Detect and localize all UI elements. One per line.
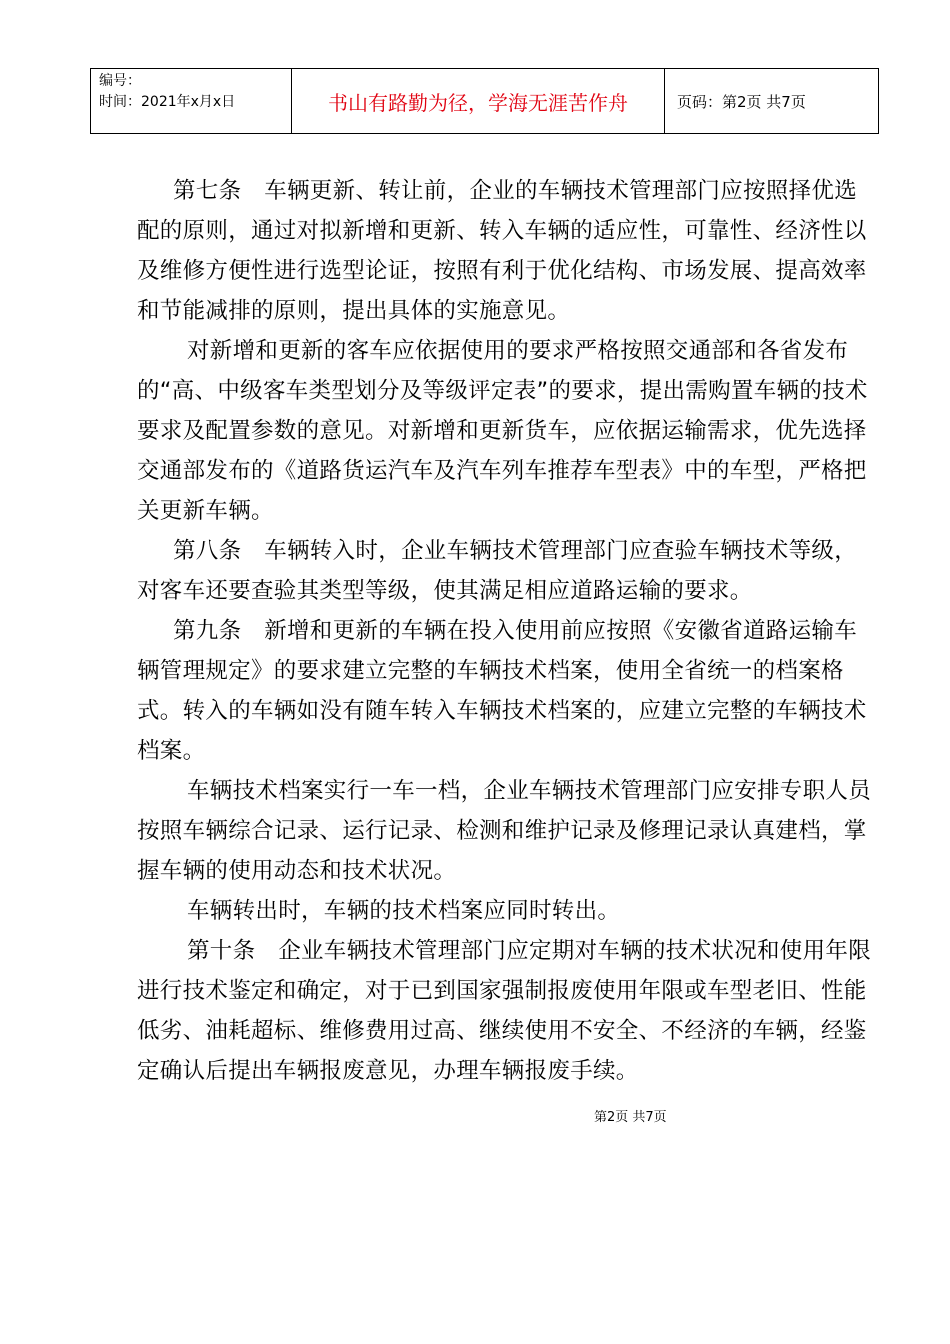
header-meta-cell — [91, 69, 292, 133]
paragraph-new-vehicles: 对新增和更新的客车应依据使用的要求严格按照交通部和各省发布的“高、中级客车类型划分及等级评定表”的要求，提出需购置车辆的技术要求及配置参数的意见。对新增和更新货车，应依据运输需求，优先选择交通部发布的《道路货运汽车及汽车列车推荐车型表》中的车型，严格把关更新车辆。 — [137, 338, 868, 524]
paragraph-transfer-archive: 车辆转出时，车辆的技术档案应同时转出。 — [187, 898, 621, 924]
paragraph-article-9: 第九条 新增和更新的车辆在投入使用前应按照《安徽省道路运输车辆管理规定》的要求建立完整的车辆技术档案，使用全省统一的档案格式。转入的车辆如没有随车转入车辆技术档案的，应建立完整的车辆技术档案。 — [137, 618, 867, 764]
paragraph-archive-policy: 车辆技术档案实行一车一档，企业车辆技术管理部门应安排专职人员按照车辆综合记录、运行记录、检测和维护记录及修理记录认真建档，掌握车辆的使用动态和技术状况。 — [137, 778, 872, 884]
page-number-label: 页码：第2页 共7页 — [677, 92, 806, 111]
header-motto-cell — [292, 69, 665, 133]
paragraph-article-7: 第七条 车辆更新、转让前，企业的车辆技术管理部门应按照择优选配的原则，通过对拟新增和更新、转入车辆的适应性，可靠性、经济性以及维修方便性进行选型论证，按照有利于优化结构、市场发展、提高效率和节能减排的原则，提出具体的实施意见。 — [137, 178, 867, 324]
header-page-cell — [665, 69, 878, 133]
footer-page-indicator: 第2页 共7页 — [594, 1110, 667, 1125]
document-time-label: 时间：2021年x月x日 — [99, 94, 236, 110]
document-body — [137, 171, 877, 1091]
document-number-label: 编号： — [99, 73, 141, 89]
paragraph-article-8: 第八条 车辆转入时，企业车辆技术管理部门应查验车辆技术等级，对客车还要查验其类型等级，使其满足相应道路运输的要求。 — [137, 538, 858, 604]
paragraph-article-10: 第十条 企业车辆技术管理部门应定期对车辆的技术状况和使用年限进行技术鉴定和确定，对于已到国家强制报废使用年限或车型老旧、性能低劣、油耗超标、维修费用过高、继续使用不安全、不经济的车辆，经鉴定确认后提出车辆报废意见，办理车辆报废手续。 — [137, 938, 872, 1084]
header-table — [90, 68, 879, 134]
motto-text: 书山有路勤为径，学海无涯苦作舟 — [328, 90, 628, 115]
